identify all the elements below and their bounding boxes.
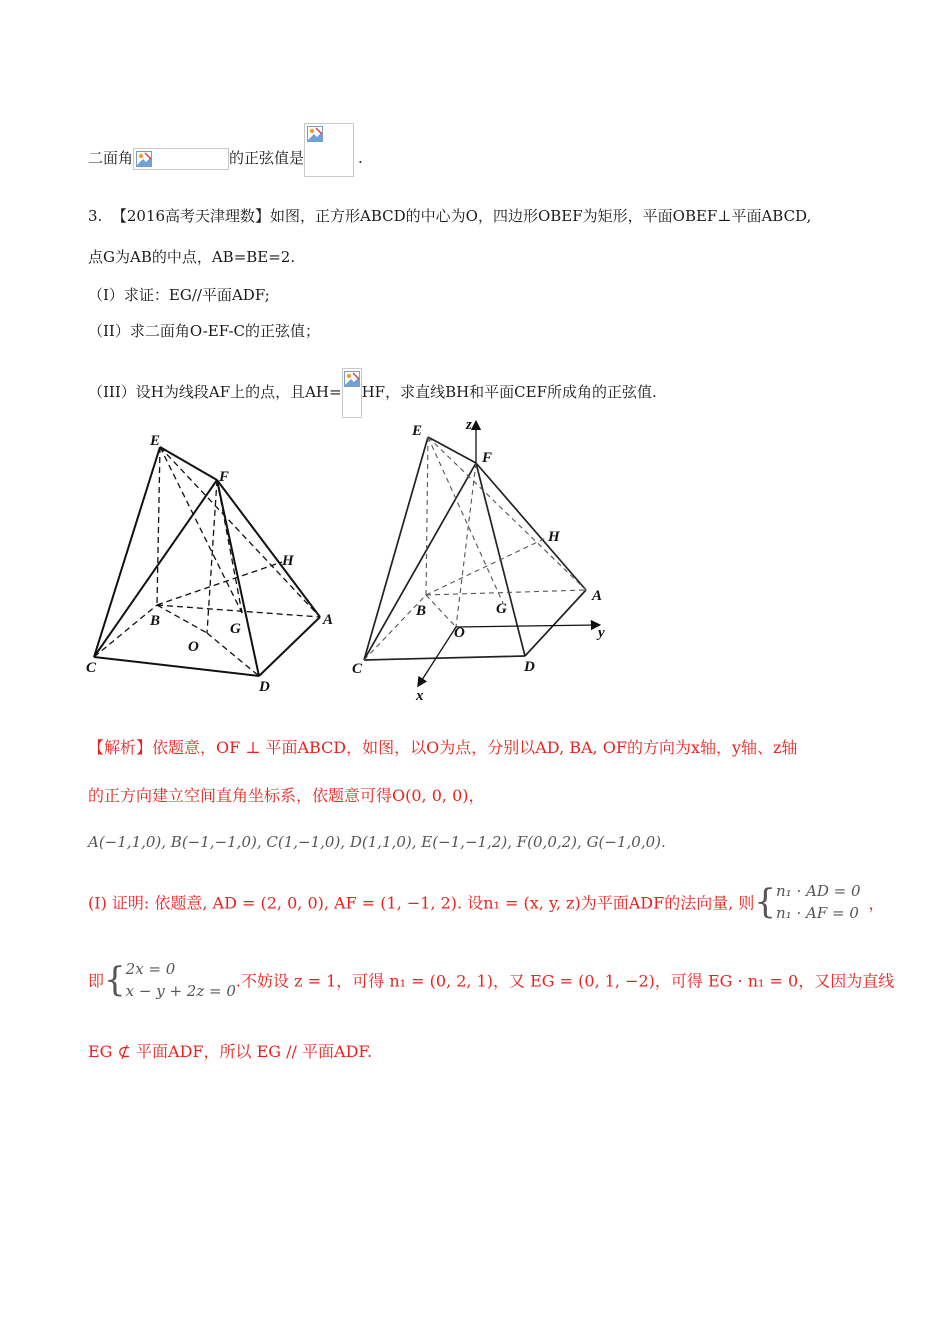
fig-right-label: x bbox=[416, 688, 424, 704]
ji-system-eq-1: 2x = 0 bbox=[125, 960, 176, 978]
top-line bbox=[88, 141, 363, 177]
top-middle: 的正弦值是 bbox=[229, 149, 305, 167]
broken-image-placeholder bbox=[304, 123, 354, 177]
broken-image-placeholder bbox=[133, 148, 229, 170]
fig-left-label: F bbox=[219, 469, 230, 485]
fig-right-label: G bbox=[496, 601, 507, 617]
fig-right-label: O bbox=[454, 625, 465, 641]
solution-coordinates: A(−1,1,0), B(−1,−1,0), C(1,−1,0), D(1,1,0), E(−1,−1,2), F(0,0,2), G(−1,0,0). bbox=[88, 833, 666, 851]
fig-left-label: A bbox=[323, 612, 334, 628]
proof-intro: (I) 证明: 依题意, AD = (2, 0, 0), AF = (1, −1, 2). 设n₁ = (x, y, z)为平面ADF的法向量, 则 bbox=[88, 893, 755, 913]
solution-line-2: 的正方向建立空间直角坐标系，依题意可得O(0, 0, 0)， bbox=[88, 786, 485, 805]
fig-right-label: A bbox=[592, 588, 603, 604]
proof-line bbox=[88, 880, 885, 924]
problem-source: 【2016高考天津理数】 bbox=[111, 207, 271, 225]
problem-stem-text-1: 如图，正方形ABCD的中心为O，四边形OBEF为矩形，平面OBEF⊥平面ABCD, bbox=[270, 207, 812, 225]
problem-part-3 bbox=[88, 368, 657, 418]
ji-system bbox=[126, 958, 236, 1002]
fig-right-label: C bbox=[352, 661, 363, 677]
broken-image-placeholder bbox=[342, 368, 362, 418]
image-icon bbox=[307, 126, 323, 142]
problem-part-1: （I）求证：EG//平面ADF; bbox=[88, 286, 270, 304]
proof-system-eq-1: n₁ · AD = 0 bbox=[776, 882, 861, 900]
ji-rest: .不妨设 z = 1，可得 n₁ = (0, 2, 1)，又 EG = (0, 1, −2)，可得 EG · n₁ = 0，又因为直线 bbox=[235, 971, 895, 991]
solution-line-1 bbox=[88, 735, 797, 758]
conclusion-line: EG ⊄ 平面ADF，所以 EG // 平面ADF. bbox=[88, 1042, 373, 1061]
ji-system-eq-2: x − y + 2z = 0 bbox=[125, 982, 236, 1000]
fig-right-label: D bbox=[524, 659, 535, 675]
solution-tag: 【解析】 bbox=[88, 738, 153, 757]
problem-stem-2: 点G为AB的中点，AB=BE=2. bbox=[88, 248, 296, 266]
ji-label: 即 bbox=[88, 971, 105, 991]
proof-comma: ， bbox=[868, 893, 885, 913]
fig-left-label: G bbox=[230, 621, 241, 637]
pyramid-figure-right bbox=[348, 415, 618, 705]
left-brace: { bbox=[754, 882, 777, 922]
problem-number: 3. bbox=[88, 207, 103, 225]
pyramid-figure-left bbox=[82, 425, 342, 700]
left-brace: { bbox=[104, 960, 126, 1000]
proof-system-eq-2: n₁ · AF = 0 bbox=[776, 904, 859, 922]
problem-part-3-a: （III）设H为线段AF上的点，且AH= bbox=[88, 383, 342, 401]
problem-stem-1 bbox=[88, 205, 811, 226]
fig-left-label: O bbox=[188, 639, 199, 655]
fig-right-label: F bbox=[482, 450, 493, 466]
ji-line bbox=[88, 958, 894, 1002]
image-icon bbox=[136, 151, 152, 167]
fig-left-label: B bbox=[150, 613, 161, 629]
fig-left-label: C bbox=[86, 660, 97, 676]
fig-left-label: D bbox=[259, 679, 270, 695]
fig-right-label: B bbox=[416, 603, 427, 619]
top-suffix: . bbox=[358, 149, 363, 167]
fig-right-label: z bbox=[466, 417, 472, 433]
top-prefix: 二面角 bbox=[88, 149, 134, 167]
image-icon bbox=[344, 371, 360, 387]
problem-part-3-b: HF，求直线BH和平面CEF所成角的正弦值. bbox=[361, 383, 657, 401]
fig-right-label: H bbox=[548, 529, 560, 545]
problem-part-2: （II）求二面角O-EF-C的正弦值； bbox=[88, 322, 320, 340]
proof-system bbox=[776, 880, 861, 924]
fig-left-label: E bbox=[150, 433, 161, 449]
solution-text-1: 依题意，OF ⊥ 平面ABCD，如图，以O为点，分别以AD, BA, OF的方向为x轴，y轴、z轴 bbox=[152, 738, 798, 757]
fig-right-label: E bbox=[412, 423, 423, 439]
fig-left-label: H bbox=[282, 553, 294, 569]
fig-right-label: y bbox=[598, 625, 605, 641]
